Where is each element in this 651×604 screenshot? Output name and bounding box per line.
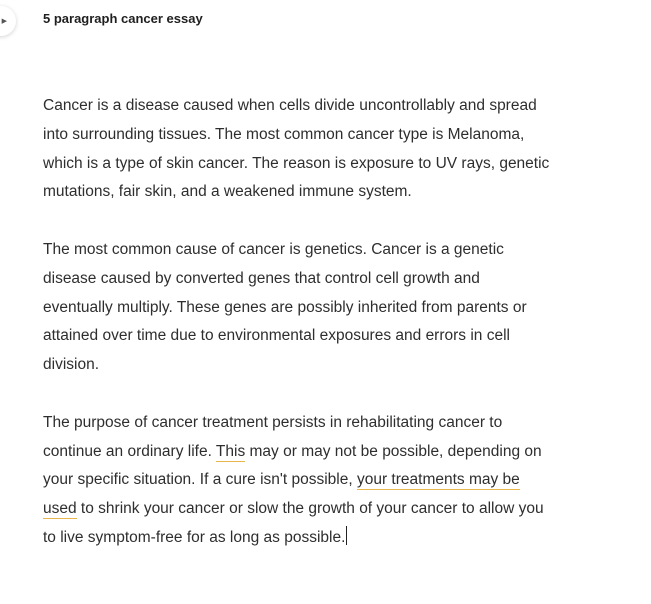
- text-cursor: [346, 526, 347, 545]
- paragraph-line: Cancer is a disease caused when cells divide uncontrollably and spread: [43, 97, 537, 114]
- writing-suggestion-treatments[interactable]: your treatments may be: [356, 471, 520, 489]
- paragraph-2[interactable]: [43, 236, 591, 380]
- paragraph-line: The purpose of cancer treatment persists in rehabilitating cancer to: [43, 413, 503, 431]
- paragraph-line: eventually multiply. These genes are possibly inherited from parents or: [43, 298, 527, 316]
- paragraph-3[interactable]: [43, 409, 591, 553]
- paragraph-line: to live symptom-free for as long as possible.: [43, 528, 346, 546]
- paragraph-text: continue an ordinary life.: [43, 442, 216, 460]
- paragraph-1[interactable]: [43, 92, 591, 207]
- chevron-right-icon: ▶: [1, 17, 7, 25]
- writing-suggestion-this[interactable]: This: [215, 442, 246, 460]
- paragraph-line: attained over time due to environmental exposures and errors in cell: [43, 327, 510, 345]
- document-title: 5 paragraph cancer essay: [43, 11, 203, 26]
- sidebar-toggle-button[interactable]: [0, 6, 16, 36]
- paragraph-text: may or may not be possible, depending on: [245, 442, 542, 460]
- essay-editor[interactable]: [43, 92, 591, 553]
- paragraph-line: mutations, fair skin, and a weakened immune system.: [43, 183, 412, 201]
- paragraph-line: which is a type of skin cancer. The reason is exposure to UV rays, genetic: [43, 154, 550, 172]
- paragraph-line: The most common cause of cancer is genetics. Cancer is a genetic: [43, 240, 504, 258]
- paragraph-text: to shrink your cancer or slow the growth of your cancer to allow you: [76, 500, 544, 518]
- paragraph-line: division.: [43, 356, 99, 374]
- paragraph-text: your specific situation. If a cure isn't possible,: [43, 471, 357, 489]
- paragraph-line: disease caused by converted genes that control cell growth and: [43, 269, 480, 287]
- paragraph-line: into surrounding tissues. The most common cancer type is Melanoma,: [43, 125, 525, 143]
- writing-suggestion-used[interactable]: used: [43, 500, 77, 518]
